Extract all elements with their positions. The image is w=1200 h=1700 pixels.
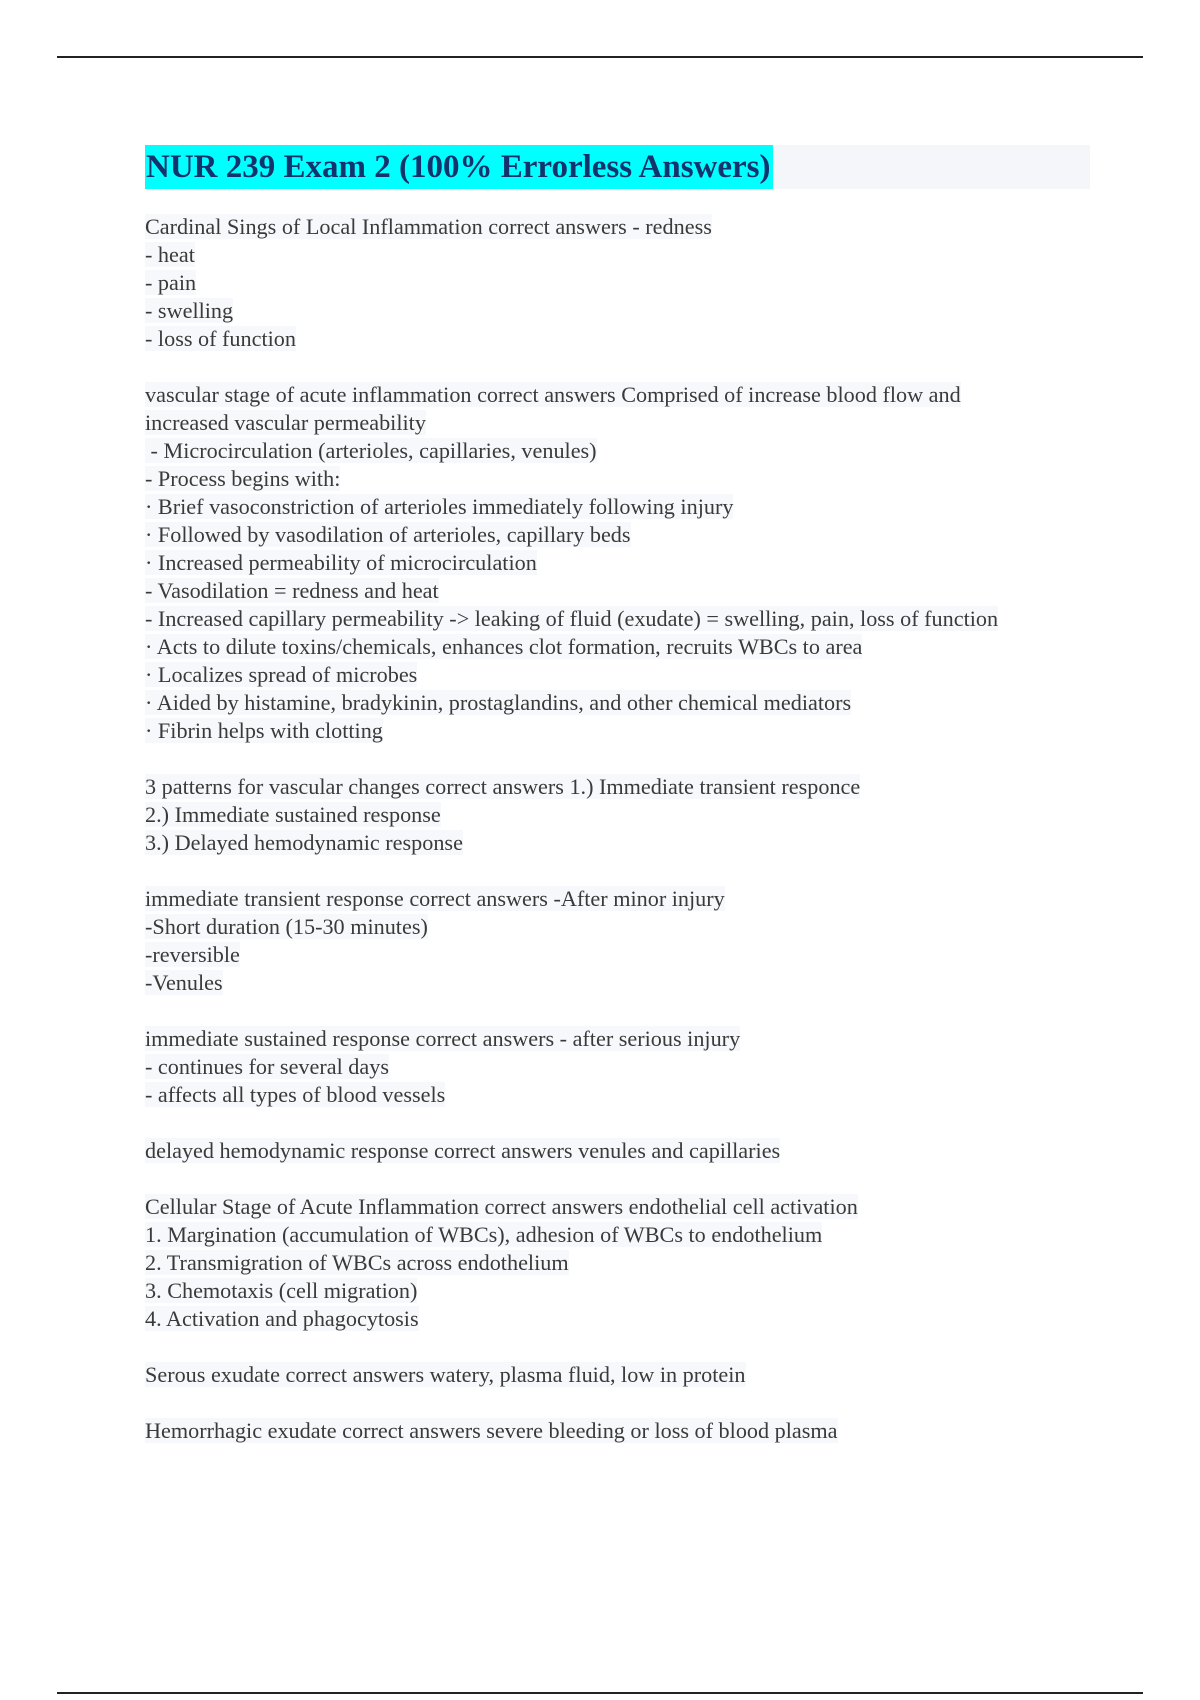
qa-line: vascular stage of acute inflammation correct answers Comprised of increase blood flow and [145, 382, 961, 407]
qa-line: Hemorrhagic exudate correct answers severe bleeding or loss of blood plasma [145, 1418, 838, 1443]
qa-entry [145, 885, 1090, 997]
qa-entry [145, 1193, 1090, 1333]
qa-entry [145, 1361, 1090, 1389]
qa-line: - continues for several days [145, 1054, 389, 1079]
qa-line: 3 patterns for vascular changes correct answers 1.) Immediate transient responce [145, 774, 861, 799]
title-bar [145, 145, 1090, 189]
qa-line: · Brief vasoconstriction of arterioles immediately following injury [145, 494, 734, 519]
qa-entry [145, 381, 1090, 745]
qa-line: - Process begins with: [145, 466, 341, 491]
qa-line: immediate sustained response correct answers - after serious injury [145, 1026, 741, 1051]
qa-line: · Followed by vasodilation of arterioles, capillary beds [145, 522, 631, 547]
qa-entry [145, 1417, 1090, 1445]
qa-line: 2. Transmigration of WBCs across endothelium [145, 1250, 569, 1275]
qa-line: 2.) Immediate sustained response [145, 802, 441, 827]
qa-line: - heat [145, 242, 195, 267]
qa-line: -reversible [145, 942, 240, 967]
qa-line: · Aided by histamine, bradykinin, prostaglandins, and other chemical mediators [145, 690, 852, 715]
qa-line: -Short duration (15-30 minutes) [145, 914, 428, 939]
qa-line: immediate transient response correct answers -After minor injury [145, 886, 725, 911]
qa-line: 4. Activation and phagocytosis [145, 1306, 419, 1331]
top-rule [57, 56, 1143, 58]
qa-line: 3.) Delayed hemodynamic response [145, 830, 463, 855]
qa-line: -Venules [145, 970, 223, 995]
qa-line: - loss of function [145, 326, 296, 351]
qa-line: - Increased capillary permeability -> leaking of fluid (exudate) = swelling, pain, loss of function [145, 606, 999, 631]
qa-line: - pain [145, 270, 197, 295]
qa-line: Cellular Stage of Acute Inflammation correct answers endothelial cell activation [145, 1194, 858, 1219]
qa-line: 3. Chemotaxis (cell migration) [145, 1278, 418, 1303]
document-title: NUR 239 Exam 2 (100% Errorless Answers) [145, 145, 773, 189]
qa-line: Cardinal Sings of Local Inflammation correct answers - redness [145, 214, 712, 239]
bottom-rule [57, 1692, 1143, 1694]
qa-entry [145, 773, 1090, 857]
qa-line: - affects all types of blood vessels [145, 1082, 446, 1107]
qa-line: · Increased permeability of microcirculation [145, 550, 537, 575]
qa-line: · Localizes spread of microbes [145, 662, 418, 687]
qa-entry [145, 1025, 1090, 1109]
qa-entry [145, 213, 1090, 353]
qa-line: - Vasodilation = redness and heat [145, 578, 439, 603]
qa-line: · Acts to dilute toxins/chemicals, enhances clot formation, recruits WBCs to area [145, 634, 863, 659]
qa-line: delayed hemodynamic response correct answers venules and capillaries [145, 1138, 781, 1163]
document-body [145, 145, 1090, 1445]
qa-line: - Microcirculation (arterioles, capillaries, venules) [145, 438, 597, 463]
qa-line: 1. Margination (accumulation of WBCs), adhesion of WBCs to endothelium [145, 1222, 823, 1247]
qa-line: Serous exudate correct answers watery, plasma fluid, low in protein [145, 1362, 746, 1387]
qa-entry [145, 1137, 1090, 1165]
qa-line: · Fibrin helps with clotting [145, 718, 383, 743]
qa-line: increased vascular permeability [145, 410, 426, 435]
qa-line: - swelling [145, 298, 234, 323]
qa-list [145, 213, 1090, 1445]
